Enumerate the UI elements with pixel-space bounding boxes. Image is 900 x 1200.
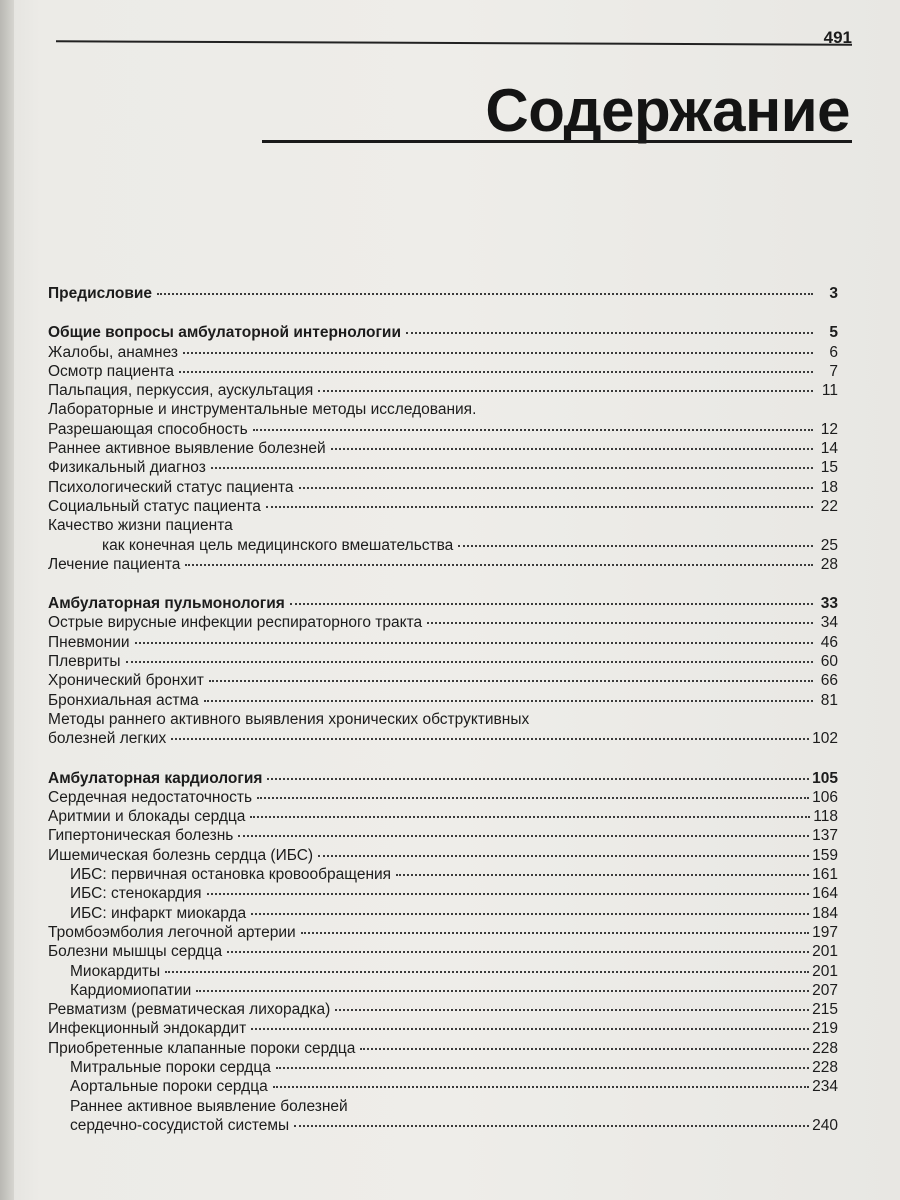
toc-subentry[interactable] [48,1058,838,1077]
toc-page-number: 5 [829,324,838,342]
toc-entry[interactable] [48,1039,838,1058]
toc-page-number: 118 [813,808,838,826]
toc-entry-line1[interactable] [48,400,838,419]
toc-entry[interactable] [48,478,838,497]
page-title: Содержание [485,77,850,144]
toc-page-number: 219 [812,1020,838,1038]
toc-entry-label-continued: Разрешающая способность [48,420,248,438]
dot-leader [171,737,809,740]
toc-page-number: 15 [820,459,838,477]
toc-entry-label: Лабораторные и инструментальные методы исследования. [48,401,477,419]
dot-leader [250,815,810,818]
toc-entry-label: Общие вопросы амбулаторной интернологии [48,324,401,342]
dot-leader [406,331,813,334]
toc-page-number: 197 [812,923,838,941]
toc-entry-label: Миокардиты [70,962,161,980]
toc-entry-label: Аритмии и блокады сердца [48,808,246,826]
toc-page-number: 228 [812,1058,838,1076]
toc-entry-label: Методы раннего активного выявления хронических обструктивных [48,710,530,728]
header-rule [56,40,852,45]
dot-leader [211,466,813,469]
dot-leader [273,1085,809,1088]
toc-entry-label: Предисловие [48,285,153,302]
toc-entry-label: Тромбоэмболия легочной артерии [48,923,296,941]
toc-entry[interactable] [48,362,838,381]
toc-page-number: 164 [812,885,838,903]
toc-page-number: 159 [812,846,838,864]
toc-entry-label: Раннее активное выявление болезней [48,440,326,458]
toc-section-title[interactable] [48,594,838,613]
dot-leader [257,796,809,799]
toc-page-number: 12 [820,420,838,438]
toc-entry[interactable] [48,807,838,826]
section-gap [48,749,838,769]
toc-entry-line1[interactable] [48,710,838,729]
dot-leader [238,834,809,837]
dot-leader [227,950,809,953]
toc-subentry[interactable] [48,884,838,903]
dot-leader [396,873,809,876]
toc-page-number: 14 [820,440,838,458]
toc-entry-label: Пневмонии [48,633,130,651]
toc-entry-label: ИБС: стенокардия [70,885,202,903]
toc-entry-label: Лечение пациента [48,555,181,573]
toc-page-number: 25 [820,536,838,554]
toc-page-number: 240 [812,1116,838,1134]
toc-page-number: 60 [820,653,838,671]
toc-entry[interactable] [48,846,838,865]
toc-subentry[interactable] [48,981,838,1000]
dot-leader [135,641,813,644]
toc-entry-label: Психологический статус пациента [48,478,294,496]
dot-leader [301,931,809,934]
toc-page-number: 102 [812,730,838,748]
toc-entry-line2[interactable] [48,420,838,439]
toc-page-number: 18 [820,478,838,496]
dot-leader [183,351,813,354]
section-gap [48,303,838,323]
title-rule [262,140,852,143]
dot-leader [360,1047,809,1050]
toc-entry[interactable] [48,942,838,961]
toc-page-number: 184 [812,904,838,922]
toc-subentry-line1[interactable] [48,1097,838,1116]
dot-leader [253,428,813,431]
toc-page-number: 234 [812,1078,838,1096]
toc-subentry-line2[interactable] [48,1116,838,1135]
toc-entry-label: Раннее активное выявление болезней [70,1097,348,1115]
dot-leader [331,447,813,450]
toc-entry-label: ИБС: инфаркт миокарда [70,904,247,922]
dot-leader [276,1066,809,1069]
toc-page-number: 161 [812,866,838,884]
toc-entry-label: Кардиомиопатии [70,981,192,999]
toc-entry-label: Аортальные пороки сердца [70,1078,268,1096]
dot-leader [335,1008,809,1011]
toc-entry-label: Пальпация, перкуссия, аускультация [48,382,314,400]
dot-leader [251,912,809,915]
toc-entry[interactable] [48,381,838,400]
toc-entry-label: Сердечная недостаточность [48,788,253,806]
dot-leader [185,563,813,566]
toc-entry[interactable] [48,343,838,362]
toc-entry[interactable] [48,923,838,942]
toc-page-number: 22 [820,497,838,515]
toc-entry-label: Ишемическая болезнь сердца (ИБС) [48,846,314,864]
dot-leader [318,854,809,857]
toc-entry-label: Болезни мышцы сердца [48,943,223,961]
table-of-contents [48,284,838,1135]
dot-leader [266,505,813,508]
dot-leader [204,699,813,702]
toc-entry-label: Жалобы, анамнез [48,343,178,361]
toc-entry[interactable] [48,458,838,477]
dot-leader [251,1027,809,1030]
toc-entry-label: Хронический бронхит [48,672,204,690]
toc-entry[interactable] [48,788,838,807]
toc-page-number: 207 [812,981,838,999]
toc-entry-label: Амбулаторная пульмонология [48,595,285,613]
dot-leader [196,989,809,992]
toc-entry-label: Приобретенные клапанные пороки сердца [48,1039,356,1057]
dot-leader [299,486,813,489]
section-gap [48,574,838,594]
dot-leader [157,292,813,295]
toc-entry-label: Ревматизм (ревматическая лихорадка) [48,1001,331,1019]
toc-subentry[interactable] [48,904,838,923]
dot-leader [209,679,813,682]
toc-entry[interactable] [48,633,838,652]
dot-leader [294,1124,809,1127]
toc-page-number: 201 [812,943,838,961]
toc-page-number: 11 [821,382,838,400]
toc-entry[interactable] [48,439,838,458]
toc-page-number: 33 [820,595,838,613]
toc-page-number: 28 [820,555,838,573]
toc-entry[interactable] [48,671,838,690]
toc-subentry[interactable] [48,962,838,981]
toc-entry-label-continued: как конечная цель медицинского вмешательства [102,536,454,554]
toc-entry-label: Митральные пороки сердца [70,1058,271,1076]
toc-page-number: 81 [820,691,838,709]
toc-entry-line2[interactable] [48,536,838,555]
dot-leader [427,621,813,624]
toc-entry[interactable] [48,613,838,632]
toc-entry-label: Бронхиальная астма [48,691,199,709]
toc-entry-line1[interactable] [48,516,838,535]
toc-entry[interactable] [48,1000,838,1019]
toc-page-number: 66 [820,672,838,690]
toc-entry[interactable] [48,555,838,574]
toc-entry[interactable] [48,652,838,671]
toc-page-number: 34 [820,614,838,632]
toc-entry-label: Физикальный диагноз [48,459,206,477]
dot-leader [290,602,813,605]
toc-section-preface[interactable] [48,284,838,303]
toc-entry-label: Качество жизни пациента [48,517,233,535]
dot-leader [267,777,809,780]
toc-entry-label-continued: болезней легких [48,730,167,748]
toc-entry-label: ИБС: первичная остановка кровообращения [70,866,392,884]
toc-page-number: 137 [812,827,838,845]
toc-page-number: 7 [829,362,838,380]
toc-page-number: 106 [812,788,838,806]
toc-page-number: 46 [820,633,838,651]
book-spine [0,0,14,1200]
toc-page-number: 6 [829,343,838,361]
toc-page-number: 105 [812,769,838,787]
toc-page-number: 201 [812,962,838,980]
toc-entry[interactable] [48,826,838,845]
toc-entry-label: Амбулаторная кардиология [48,769,263,787]
toc-entry-label: Плевриты [48,653,121,671]
toc-subentry[interactable] [48,865,838,884]
toc-entry-label-continued: сердечно-сосудистой системы [70,1116,290,1134]
toc-section-title[interactable] [48,769,838,788]
toc-entry-label: Социальный статус пациента [48,497,261,515]
toc-entry-label: Инфекционный эндокардит [48,1020,247,1038]
toc-entry-line2[interactable] [48,729,838,748]
toc-page-number: 215 [812,1001,838,1019]
toc-entry-label: Острые вирусные инфекции респираторного тракта [48,614,423,632]
dot-leader [179,370,813,373]
toc-entry[interactable] [48,497,838,516]
dot-leader [458,544,813,547]
toc-entry-label: Осмотр пациента [48,362,175,380]
toc-entry[interactable] [48,1019,838,1038]
dot-leader [126,660,813,663]
toc-section-title[interactable] [48,323,838,342]
toc-entry[interactable] [48,691,838,710]
dot-leader [318,389,813,392]
dot-leader [207,892,810,895]
toc-subentry[interactable] [48,1077,838,1096]
page-number: 491 [823,28,852,47]
toc-page-number: 3 [829,285,838,302]
toc-entry-label: Гипертоническая болезнь [48,827,234,845]
toc-page-number: 228 [812,1039,838,1057]
dot-leader [165,970,809,973]
